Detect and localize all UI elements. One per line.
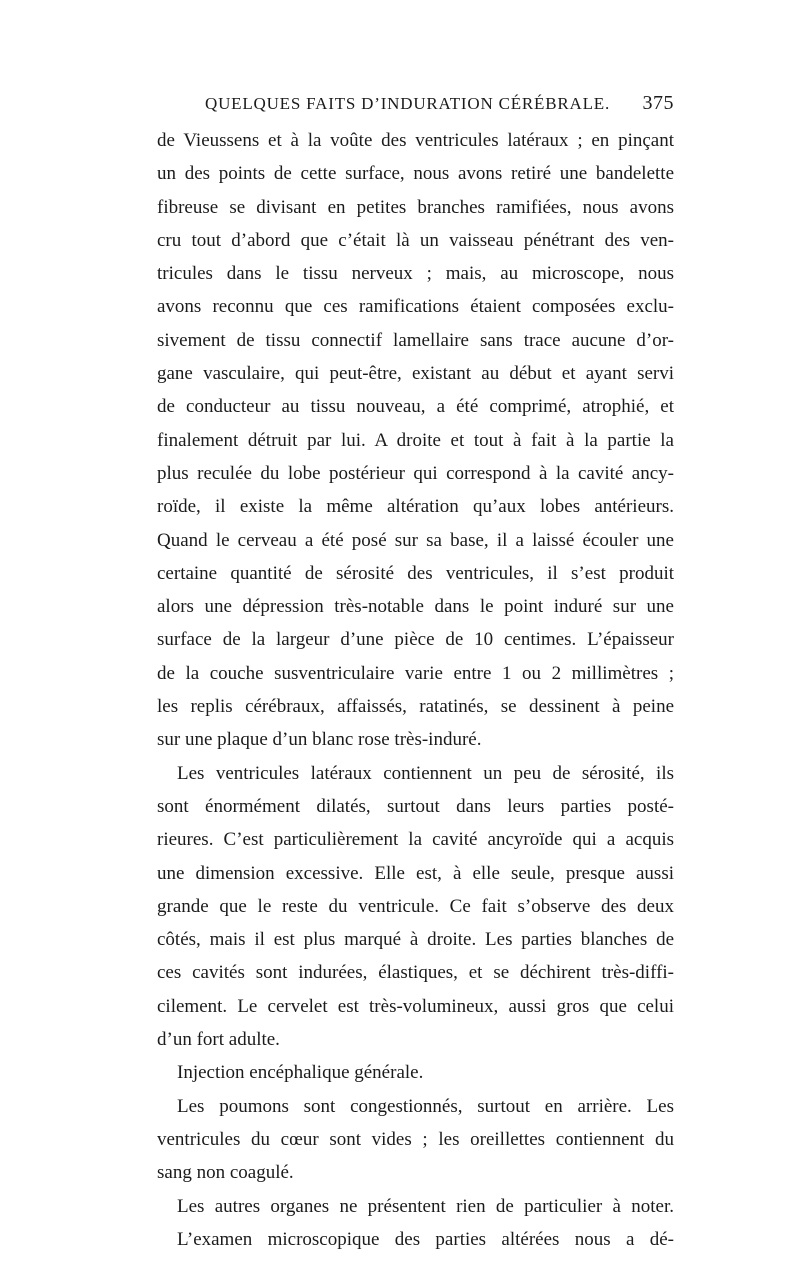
text-line: côtés, mais il est plus marqué à droite. Les parties blanches de xyxy=(157,929,674,951)
text-line: de Vieussens et à la voûte des ventricules latéraux ; en pinçant xyxy=(157,130,674,151)
text-line: cilement. Le cervelet est très-volumineux, aussi gros que celui xyxy=(157,995,674,1017)
text-line: rieures. C’est particulièrement la cavité ancyroïde qui a acquis xyxy=(157,829,674,851)
text-line: avons reconnu que ces ramifications étaient composées exclu- xyxy=(157,296,674,318)
text-line: d’un fort adulte. xyxy=(157,1029,280,1051)
body-text xyxy=(157,124,674,1256)
text-line: sur une plaque d’un blanc rose très-induré. xyxy=(157,729,482,751)
text-line: Injection encéphalique générale. xyxy=(177,1062,424,1084)
text-line: gane vasculaire, qui peut-être, existant au début et ayant servi xyxy=(157,363,674,385)
text-line: fibreuse se divisant en petites branches ramifiées, nous avons xyxy=(157,196,674,218)
running-head xyxy=(157,92,674,122)
text-line: Quand le cerveau a été posé sur sa base, il a laissé écouler une xyxy=(157,529,674,551)
text-line: Les poumons sont congestionnés, surtout en arrière. Les xyxy=(177,1095,674,1117)
text-line: sang non coagulé. xyxy=(157,1162,294,1184)
text-line: de conducteur au tissu nouveau, a été comprimé, atrophié, et xyxy=(157,396,674,418)
text-line: une dimension excessive. Elle est, à elle seule, presque aussi xyxy=(157,862,674,884)
text-line: Les autres organes ne présentent rien de particulier à noter. xyxy=(177,1195,674,1217)
text-line: certaine quantité de sérosité des ventricules, il s’est produit xyxy=(157,562,674,584)
text-line: ventricules du cœur sont vides ; les oreillettes contiennent du xyxy=(157,1128,674,1150)
text-line: de la couche susventriculaire varie entre 1 ou 2 millimètres ; xyxy=(157,662,674,684)
page-number: 375 xyxy=(642,92,674,114)
text-line: roïde, il existe la même altération qu’aux lobes antérieurs. xyxy=(157,496,674,518)
text-line: Les ventricules latéraux contiennent un peu de sérosité, ils xyxy=(177,762,674,784)
text-line: grande que le reste du ventricule. Ce fait s’observe des deux xyxy=(157,895,674,917)
text-line: finalement détruit par lui. A droite et tout à fait à la partie la xyxy=(157,429,674,451)
text-line: surface de la largeur d’une pièce de 10 centimes. L’épaisseur xyxy=(157,629,674,651)
book-page xyxy=(157,92,674,1256)
text-line: alors une dépression très-notable dans le point induré sur une xyxy=(157,596,674,618)
text-line: les replis cérébraux, affaissés, ratatinés, se dessinent à peine xyxy=(157,696,674,718)
running-title: QUELQUES FAITS D’INDURATION CÉRÉBRALE. xyxy=(205,94,611,113)
text-line: sont énormément dilatés, surtout dans leurs parties posté- xyxy=(157,795,674,817)
text-line: sivement de tissu connectif lamellaire sans trace aucune d’or- xyxy=(157,329,674,351)
text-line: ces cavités sont indurées, élastiques, et se déchirent très-diffi- xyxy=(157,962,674,984)
text-line: tricules dans le tissu nerveux ; mais, au microscope, nous xyxy=(157,263,674,285)
text-line: cru tout d’abord que c’était là un vaisseau pénétrant des ven- xyxy=(157,229,674,251)
text-line: L’examen microscopique des parties altérées nous a dé- xyxy=(177,1228,674,1250)
text-line: un des points de cette surface, nous avons retiré une bandelette xyxy=(157,163,674,185)
text-line: plus reculée du lobe postérieur qui correspond à la cavité ancy- xyxy=(157,462,674,484)
